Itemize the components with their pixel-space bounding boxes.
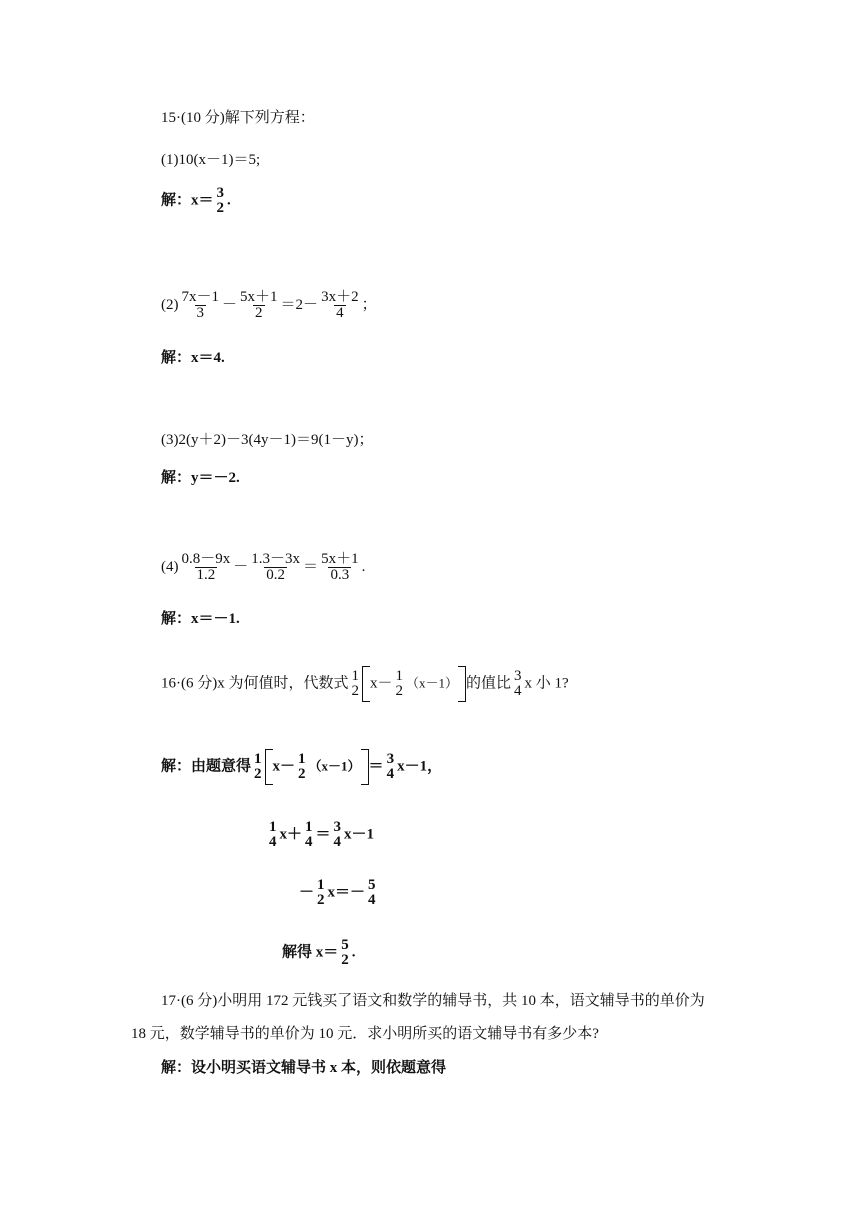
right-bracket bbox=[361, 749, 369, 785]
q16-solution-line2: 1 4 x＋ 1 4 ＝ 3 4 x－1 bbox=[269, 819, 375, 850]
left-bracket bbox=[362, 666, 370, 702]
q15-part1-equation: (1)10(x－1)＝5; bbox=[161, 152, 261, 168]
q15-part3-equation: (3)2(y＋2)－3(4y－1)＝9(1－y)； bbox=[161, 432, 374, 448]
q16-solution-line1: 解：由题意得 1 2 x－ 1 2 （x－1） ＝ 3 4 x－1， bbox=[161, 749, 442, 785]
q15-part3-answer: 解：y＝－2. bbox=[161, 470, 240, 486]
q15-part4-equation: (4) $\frac{0.8-9x}{1.2}$ － $\frac{1.3-3x}{0.2}$ ＝ $\frac{5x+1}{0.3}$ . bbox=[161, 551, 366, 583]
q15-title: 15·(10 分)解下列方程： bbox=[161, 110, 315, 126]
q15-part1-answer: 解：x＝ 3 2 . bbox=[161, 185, 231, 216]
q15-part4-answer: 解：x＝－1. bbox=[161, 611, 240, 627]
q16-solution-line4: 解得 x＝ 5 2 . bbox=[282, 937, 356, 968]
q17-answer: 解：设小明买语文辅导书 x 本，则依题意得 bbox=[161, 1060, 447, 1076]
q17-line2: 18 元，数学辅导书的单价为 10 元．求小明所买的语文辅导书有多少本? bbox=[131, 1026, 599, 1042]
right-bracket bbox=[458, 666, 466, 702]
left-bracket bbox=[265, 749, 273, 785]
q15-part2-equation: (2) $\frac{7x-1}{3}$ － $\frac{5x+1}{2}$ ＝2－ $\frac{3x+2}{4}$ ； bbox=[161, 289, 377, 321]
q17-line1: 17·(6 分)小明用 172 元钱买了语文和数学的辅导书，共 10 本，语文辅导书的单价为 bbox=[161, 993, 705, 1009]
q15-part2-answer: 解：x＝4. bbox=[161, 350, 225, 366]
q16-solution-line3: － 1 2 x＝－ 5 4 bbox=[299, 877, 376, 908]
q16-question: 16·(6 分)x 为何值时，代数式 1 2 x－ 1 2 （x－1） 的值比 3 4 x 小 1? bbox=[161, 666, 569, 702]
